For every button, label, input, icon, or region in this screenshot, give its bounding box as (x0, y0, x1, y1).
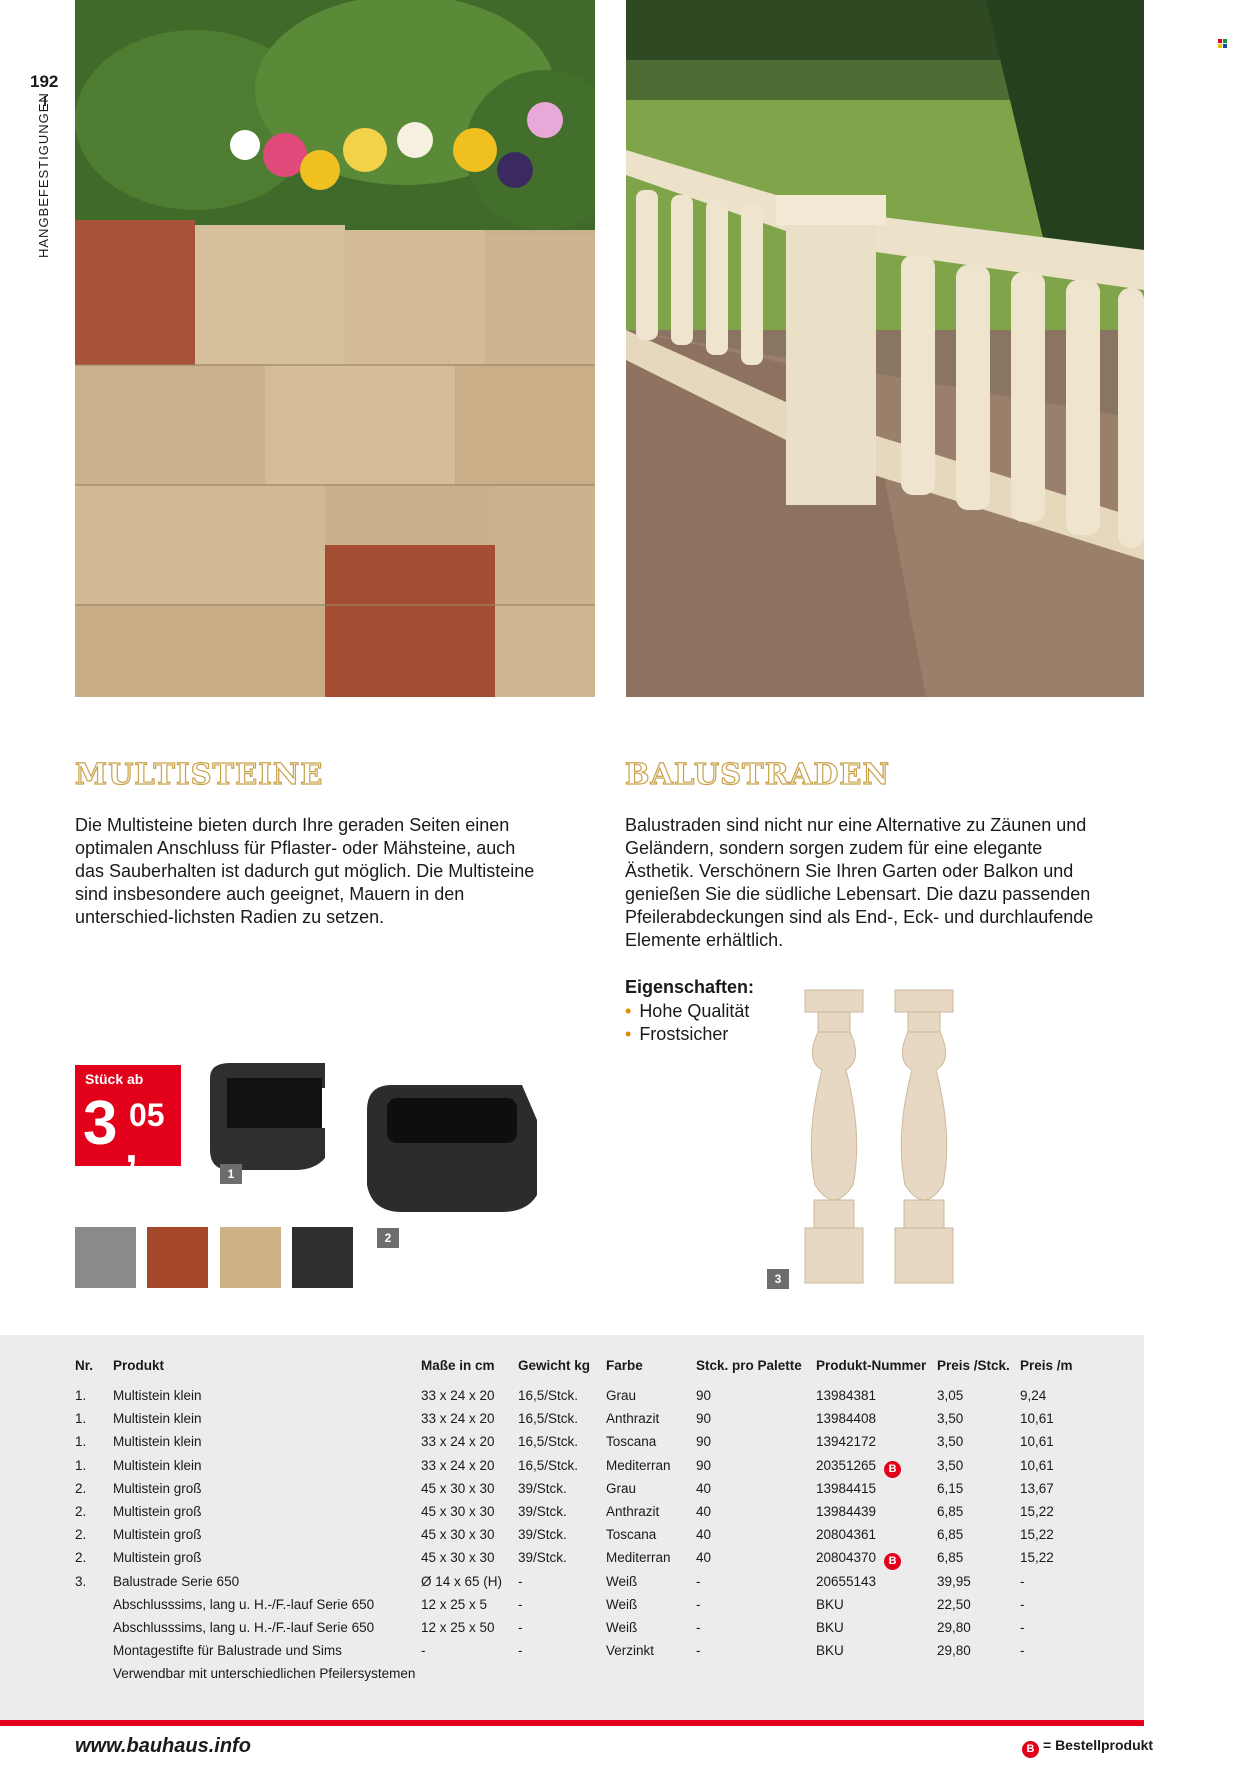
table-cell (606, 1643, 696, 1666)
cell-text: 40 (696, 1503, 712, 1519)
cell-text: Balustrade Serie 650 (113, 1573, 240, 1589)
table-cell (113, 1527, 421, 1550)
cell-text: 16,5/Stck. (518, 1457, 579, 1473)
table-cell (75, 1434, 113, 1457)
cell-text: - (421, 1643, 426, 1659)
table-cell (937, 1666, 1020, 1689)
cell-text: BKU (816, 1619, 844, 1635)
property-item: • Hohe Qualität (625, 1001, 750, 1021)
table-cell (113, 1597, 421, 1620)
table-cell (696, 1574, 816, 1597)
table-cell (1020, 1458, 1090, 1481)
table-cell (421, 1458, 518, 1481)
cell-text: Toscana (606, 1527, 657, 1543)
table-cell (937, 1504, 1020, 1527)
table-cell (816, 1666, 937, 1689)
table-cell (937, 1388, 1020, 1411)
table-cell (937, 1597, 1020, 1620)
cell-text: Weiß (606, 1596, 638, 1612)
table-cell (113, 1458, 421, 1481)
table-cell (816, 1574, 937, 1597)
table-cell (518, 1597, 606, 1620)
table-header-cell: Produkt (113, 1358, 165, 1373)
table-cell (75, 1411, 113, 1434)
table-header-cell: Nr. (75, 1358, 94, 1373)
table-body (75, 1388, 1090, 1689)
table-cell (696, 1527, 816, 1550)
cell-text: 40 (696, 1480, 712, 1496)
cell-text: Multistein groß (113, 1503, 202, 1519)
legend (1022, 1737, 1153, 1758)
table-cell (421, 1388, 518, 1411)
cell-text: 3,50 (937, 1411, 964, 1427)
table-cell (606, 1597, 696, 1620)
table-cell (606, 1434, 696, 1457)
table-cell (421, 1504, 518, 1527)
page-number: 192 (30, 72, 59, 91)
cell-text: 1. (75, 1457, 87, 1473)
table-cell (421, 1666, 518, 1689)
table-row (75, 1481, 1090, 1504)
cell-text: 45 x 30 x 30 (421, 1480, 495, 1496)
table-cell (75, 1620, 113, 1643)
table-cell (421, 1620, 518, 1643)
cell-text: 13984408 (816, 1411, 877, 1427)
table-cell (606, 1411, 696, 1434)
table-cell (816, 1411, 937, 1434)
table-cell (421, 1574, 518, 1597)
balustraden-heading: BALUSTRADEN (625, 757, 890, 791)
table-cell (606, 1527, 696, 1550)
table-cell (113, 1550, 421, 1573)
cell-text: 90 (696, 1434, 712, 1450)
cell-text: 15,22 (1020, 1550, 1054, 1566)
table-cell (421, 1550, 518, 1573)
balustraden-description: Balustraden sind nicht nur eine Alternative zu Zäunen und Geländern, sondern sorgen zudem für eine elegante Ästhetik. Verschönern Sie Ihren Garten oder Balkon und genießen Sie die südliche Lebensart. Die dazu passenden Pfeilerabdeckungen sind als End-, Eck- und durchlaufende Elemente erhältlich. (625, 815, 1094, 950)
cell-text: 15,22 (1020, 1503, 1054, 1519)
table-cell (1020, 1550, 1090, 1573)
cell-text: Montagestifte für Balustrade und Sims (113, 1643, 342, 1659)
table-row (75, 1550, 1090, 1573)
table-cell (75, 1666, 113, 1689)
table-cell (606, 1550, 696, 1573)
website-link[interactable]: www.bauhaus.info (75, 1735, 251, 1757)
table-cell (421, 1434, 518, 1457)
cell-text: 3. (75, 1573, 87, 1589)
cell-text: Multistein klein (113, 1434, 202, 1450)
cell-text: 40 (696, 1527, 712, 1543)
table-cell (696, 1411, 816, 1434)
cell-text: 1. (75, 1388, 87, 1403)
table-header-cell: Preis /m (1020, 1358, 1073, 1373)
cell-text: 33 x 24 x 20 (421, 1434, 495, 1450)
cell-text: 15,22 (1020, 1527, 1054, 1543)
cell-text: 20804370 (816, 1550, 877, 1566)
bestellprodukt-icon: B (884, 1461, 901, 1478)
table-cell (1020, 1574, 1090, 1597)
cell-text: 90 (696, 1411, 712, 1427)
table-cell (606, 1388, 696, 1411)
table-cell (696, 1620, 816, 1643)
bullet-icon: • (625, 1024, 632, 1044)
table-cell (518, 1527, 606, 1550)
table-cell (75, 1643, 113, 1666)
table-header-row (75, 1358, 1090, 1388)
cell-text: 2. (75, 1550, 87, 1566)
table-cell (421, 1481, 518, 1504)
table-cell (937, 1574, 1020, 1597)
cell-text: Anthrazit (606, 1503, 660, 1519)
cell-text: 45 x 30 x 30 (421, 1550, 495, 1566)
table-row (75, 1666, 1090, 1689)
cell-text: 3,05 (937, 1388, 964, 1403)
cell-text: 33 x 24 x 20 (421, 1388, 495, 1403)
table-cell (518, 1550, 606, 1573)
cell-text: - (518, 1596, 523, 1612)
table-cell (75, 1458, 113, 1481)
cell-text: - (696, 1573, 701, 1589)
cell-text: 9,24 (1020, 1388, 1047, 1403)
table-cell (1020, 1620, 1090, 1643)
cell-text: Multistein klein (113, 1411, 202, 1427)
table-cell (518, 1666, 606, 1689)
cell-text: 2. (75, 1503, 87, 1519)
table-cell (937, 1434, 1020, 1457)
bullet-icon: • (625, 1001, 632, 1021)
table-cell (606, 1458, 696, 1481)
table-cell (816, 1527, 937, 1550)
cell-text: - (1020, 1596, 1025, 1612)
cell-text: Multistein klein (113, 1388, 202, 1403)
table-cell (816, 1504, 937, 1527)
cell-text: Ø 14 x 65 (H) (421, 1573, 503, 1589)
legend-text: = Bestellprodukt (1043, 1737, 1154, 1753)
cell-text: - (696, 1643, 701, 1659)
product-tag-1: 1 (220, 1164, 242, 1184)
cell-text: 39/Stck. (518, 1527, 567, 1543)
cell-text: 12 x 25 x 50 (421, 1619, 495, 1635)
table-cell (518, 1620, 606, 1643)
table-row (75, 1574, 1090, 1597)
cell-text: BKU (816, 1596, 844, 1612)
cell-text: 45 x 30 x 30 (421, 1527, 495, 1543)
table-cell (113, 1574, 421, 1597)
cell-text: Grau (606, 1388, 637, 1403)
table-cell (816, 1388, 937, 1411)
cell-text: Abschlusssims, lang u. H.-/F.-lauf Serie 650 (113, 1596, 375, 1612)
table-cell (1020, 1434, 1090, 1457)
footer-divider (0, 1720, 1144, 1726)
cell-text: Verzinkt (606, 1643, 655, 1659)
table-cell (518, 1574, 606, 1597)
cell-text: 90 (696, 1388, 712, 1403)
table-cell (75, 1527, 113, 1550)
spec-table (75, 1358, 1090, 1689)
table-cell (1020, 1481, 1090, 1504)
cell-text: Abschlusssims, lang u. H.-/F.-lauf Serie 650 (113, 1619, 375, 1635)
cell-text: 16,5/Stck. (518, 1411, 579, 1427)
cell-text: 40 (696, 1550, 712, 1566)
cell-text: 6,85 (937, 1503, 964, 1519)
table-cell (937, 1411, 1020, 1434)
table-row (75, 1527, 1090, 1550)
table-cell (937, 1458, 1020, 1481)
table-cell (696, 1550, 816, 1573)
table-row (75, 1388, 1090, 1411)
cell-text: - (1020, 1573, 1025, 1589)
table-cell (421, 1597, 518, 1620)
cell-text: Mediterran (606, 1457, 671, 1473)
table-row (75, 1434, 1090, 1457)
product-tag-2: 2 (377, 1228, 399, 1248)
table-cell (421, 1411, 518, 1434)
table-cell (696, 1388, 816, 1411)
table-cell (1020, 1643, 1090, 1666)
table-header-cell: Gewicht kg (518, 1358, 591, 1373)
logo-mark-icon (1218, 35, 1227, 44)
table-cell (113, 1643, 421, 1666)
cell-text: Toscana (606, 1434, 657, 1450)
table-cell (696, 1643, 816, 1666)
table-row (75, 1504, 1090, 1527)
cell-text: - (696, 1619, 701, 1635)
cell-text: Multistein klein (113, 1457, 202, 1473)
cell-text: Anthrazit (606, 1411, 660, 1427)
cell-text: 20351265 (816, 1457, 877, 1473)
cell-text: BKU (816, 1643, 844, 1659)
cell-text: - (518, 1619, 523, 1635)
cell-text: 10,61 (1020, 1457, 1054, 1473)
table-cell (75, 1597, 113, 1620)
table-cell (696, 1458, 816, 1481)
table-cell (816, 1550, 937, 1573)
table-row (75, 1643, 1090, 1666)
cell-text: 13984439 (816, 1503, 877, 1519)
swatch-mediterran (220, 1227, 281, 1288)
table-cell (696, 1504, 816, 1527)
table-row (75, 1458, 1090, 1481)
cell-text: 29,80 (937, 1619, 971, 1635)
cell-text: 39/Stck. (518, 1480, 567, 1496)
table-cell (937, 1620, 1020, 1643)
table-cell (696, 1434, 816, 1457)
cell-text: - (696, 1596, 701, 1612)
cell-text: - (1020, 1643, 1025, 1659)
table-cell (113, 1666, 421, 1689)
price-label: Stück ab (85, 1071, 144, 1087)
cell-text: 16,5/Stck. (518, 1434, 579, 1450)
table-row (75, 1620, 1090, 1643)
cell-text: 6,15 (937, 1480, 964, 1496)
table-cell (1020, 1504, 1090, 1527)
cell-text: 12 x 25 x 5 (421, 1596, 488, 1612)
table-header-cell: Maße in cm (421, 1358, 495, 1373)
cell-text: Weiß (606, 1619, 638, 1635)
cell-text: 13,67 (1020, 1480, 1054, 1496)
table-cell (75, 1388, 113, 1411)
cell-text: 13984415 (816, 1480, 877, 1496)
table-cell (937, 1643, 1020, 1666)
section-label: HANGBEFESTIGUNGEN (36, 92, 51, 258)
price-decimals: 05 (129, 1097, 165, 1133)
table-cell (1020, 1411, 1090, 1434)
multistein-klein-image (205, 1058, 335, 1178)
cell-text: - (1020, 1619, 1025, 1635)
table-cell (937, 1527, 1020, 1550)
table-cell (518, 1434, 606, 1457)
cell-text: 39,95 (937, 1573, 971, 1589)
table-cell (518, 1481, 606, 1504)
swatch-toscana (147, 1227, 208, 1288)
price-integer: 3 (83, 1089, 118, 1158)
table-cell (1020, 1666, 1090, 1689)
table-cell (518, 1388, 606, 1411)
balustraden-photo (626, 0, 1144, 697)
price-comma: , (125, 1120, 138, 1172)
table-cell (113, 1481, 421, 1504)
cell-text: Multistein groß (113, 1480, 202, 1496)
table-cell (816, 1434, 937, 1457)
cell-text: 1. (75, 1434, 87, 1450)
price-badge (75, 1065, 181, 1172)
table-cell (816, 1458, 937, 1481)
cell-text: 13984381 (816, 1388, 877, 1403)
cell-text: 3,50 (937, 1457, 964, 1473)
table-cell (518, 1643, 606, 1666)
table-cell (816, 1620, 937, 1643)
bestellprodukt-icon: B (884, 1553, 901, 1570)
cell-text: 33 x 24 x 20 (421, 1457, 495, 1473)
table-cell (816, 1597, 937, 1620)
table-header-cell: Produkt-Nummer (816, 1358, 927, 1373)
cell-text: 10,61 (1020, 1434, 1054, 1450)
table-header-cell: Stck. pro Palette (696, 1358, 802, 1373)
table-cell (75, 1574, 113, 1597)
cell-text: 2. (75, 1527, 87, 1543)
table-cell (937, 1550, 1020, 1573)
cell-text: - (518, 1573, 523, 1589)
cell-text: Verwendbar mit unterschiedlichen Pfeilersystemen (113, 1666, 416, 1682)
table-cell (75, 1504, 113, 1527)
multisteine-description: Die Multisteine bieten durch Ihre geraden Seiten einen optimalen Anschluss für Pflaster- oder Mähsteine, auch das Sauberhalten ist dadurch gut möglich. Die Multisteine sind insbesondere auch geeignet, Mauern in den unterschied-lichsten Radien zu setzen. (75, 815, 535, 927)
baluster-image (800, 985, 980, 1300)
cell-text: 10,61 (1020, 1411, 1054, 1427)
table-cell (113, 1411, 421, 1434)
table-cell (1020, 1527, 1090, 1550)
properties-list (625, 1000, 749, 1046)
table-cell (816, 1481, 937, 1504)
cell-text: 16,5/Stck. (518, 1388, 579, 1403)
multisteine-heading: MULTISTEINE (75, 757, 324, 791)
multistein-gross-image (362, 1080, 547, 1220)
cell-text: 6,85 (937, 1550, 964, 1566)
bestellprodukt-icon: B (1022, 1741, 1039, 1758)
properties-title: Eigenschaften: (625, 977, 755, 997)
table-header-cell: Preis /Stck. (937, 1358, 1010, 1373)
cell-text: 13942172 (816, 1434, 877, 1450)
table-cell (696, 1597, 816, 1620)
table-cell (606, 1620, 696, 1643)
table-cell (518, 1458, 606, 1481)
table-cell (816, 1643, 937, 1666)
table-cell (75, 1481, 113, 1504)
table-cell (696, 1481, 816, 1504)
cell-text: 20655143 (816, 1573, 877, 1589)
cell-text: - (518, 1643, 523, 1659)
property-item: • Frostsicher (625, 1024, 729, 1044)
table-cell (113, 1504, 421, 1527)
table-cell (518, 1411, 606, 1434)
cell-text: 39/Stck. (518, 1550, 567, 1566)
table-cell (75, 1550, 113, 1573)
table-cell (696, 1666, 816, 1689)
cell-text: 33 x 24 x 20 (421, 1411, 495, 1427)
cell-text: 22,50 (937, 1596, 971, 1612)
cell-text: 20804361 (816, 1527, 877, 1543)
table-cell (113, 1434, 421, 1457)
table-cell (518, 1504, 606, 1527)
table-cell (113, 1388, 421, 1411)
table-row (75, 1597, 1090, 1620)
cell-text: 1. (75, 1411, 87, 1427)
table-cell (1020, 1597, 1090, 1620)
cell-text: 90 (696, 1457, 712, 1473)
cell-text: 2. (75, 1480, 87, 1496)
cell-text: 39/Stck. (518, 1503, 567, 1519)
table-row (75, 1411, 1090, 1434)
table-cell (606, 1504, 696, 1527)
table-cell (606, 1574, 696, 1597)
table-cell (1020, 1388, 1090, 1411)
product-tag-3: 3 (767, 1269, 789, 1289)
cell-text: 29,80 (937, 1643, 971, 1659)
cell-text: 45 x 30 x 30 (421, 1503, 495, 1519)
cell-text: 6,85 (937, 1527, 964, 1543)
table-cell (113, 1620, 421, 1643)
table-cell (937, 1481, 1020, 1504)
cell-text: Weiß (606, 1573, 638, 1589)
table-cell (606, 1481, 696, 1504)
table-cell (421, 1527, 518, 1550)
cell-text: 3,50 (937, 1434, 964, 1450)
table-cell (421, 1643, 518, 1666)
table-cell (606, 1666, 696, 1689)
cell-text: Multistein groß (113, 1527, 202, 1543)
table-header-cell: Farbe (606, 1358, 643, 1373)
cell-text: Multistein groß (113, 1550, 202, 1566)
swatch-anthrazit (292, 1227, 353, 1288)
cell-text: Mediterran (606, 1550, 671, 1566)
swatch-grau (75, 1227, 136, 1288)
cell-text: Grau (606, 1480, 637, 1496)
multisteine-photo (75, 0, 595, 697)
